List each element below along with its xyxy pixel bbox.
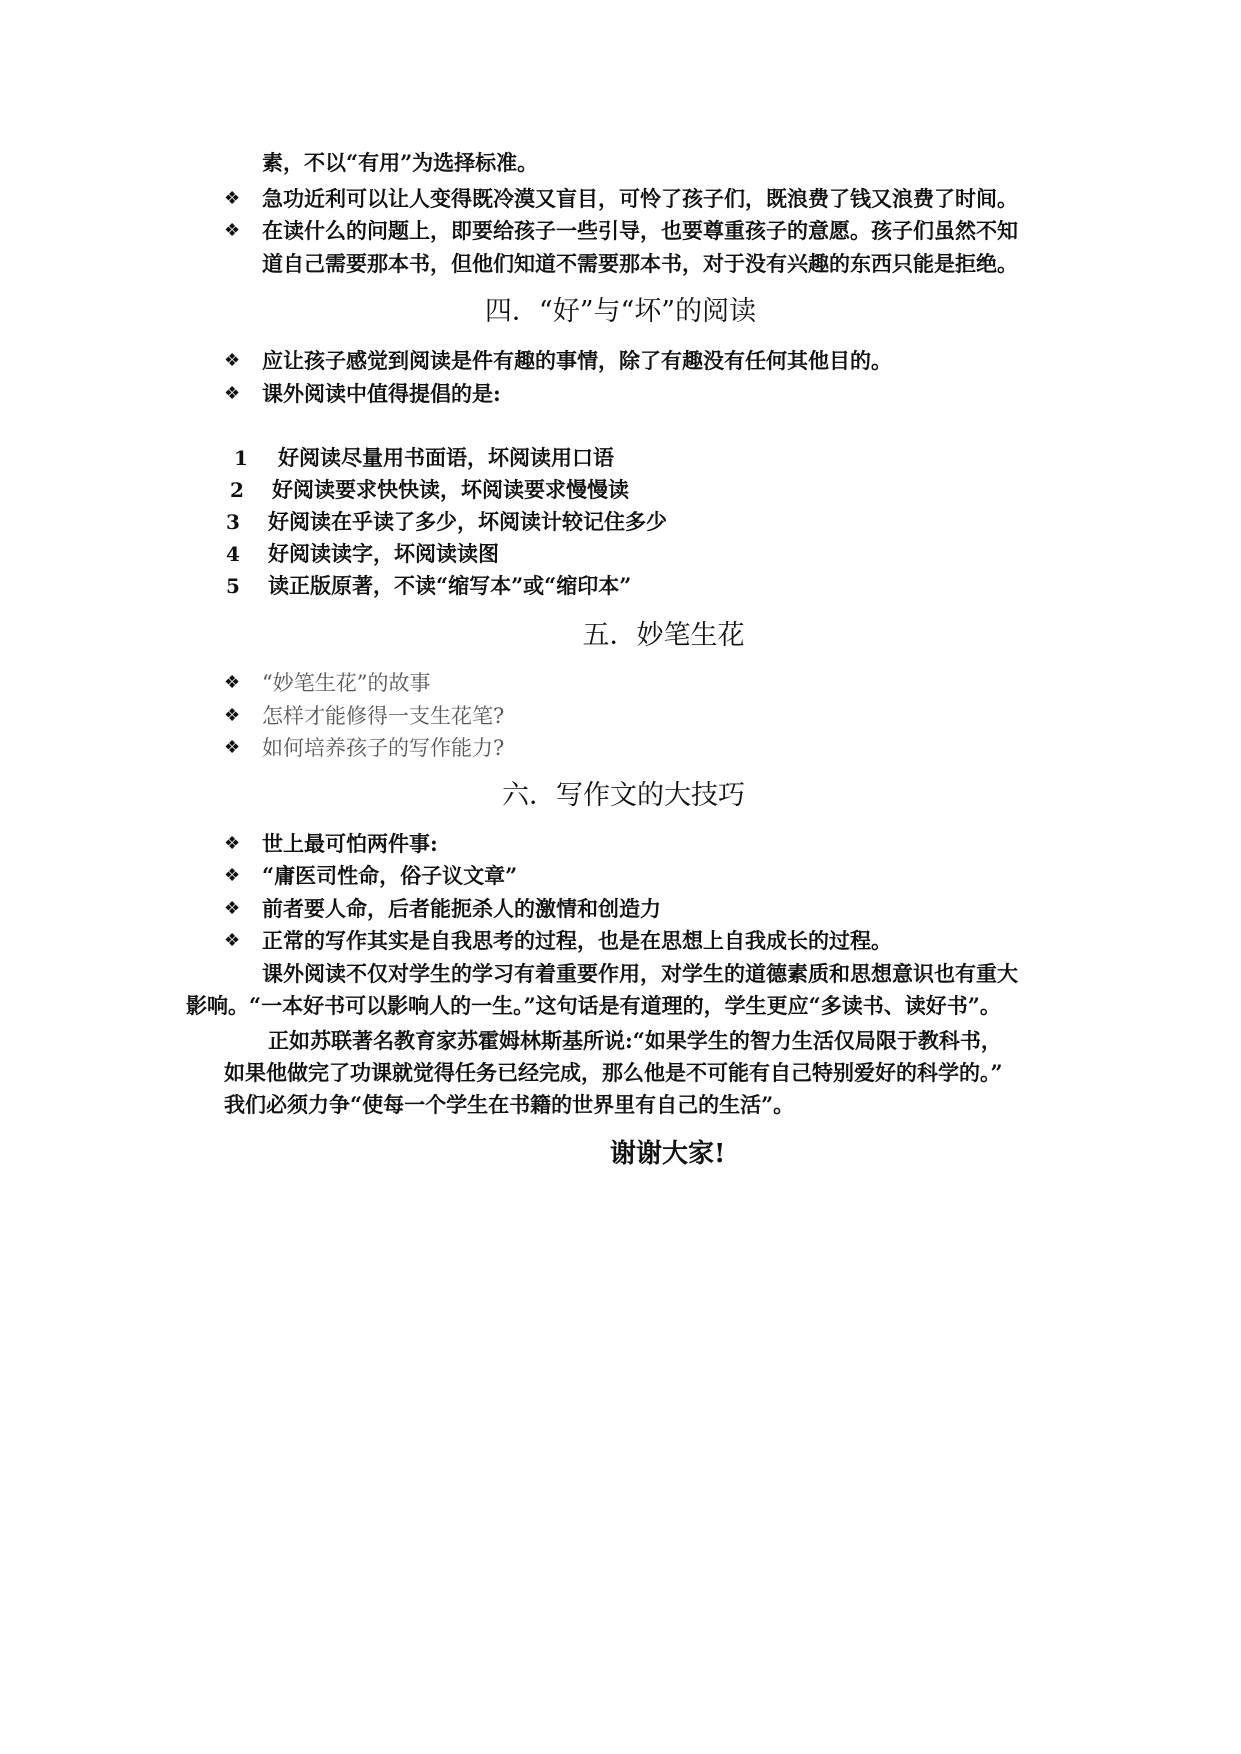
bullet-text: 如何培养孩子的写作能力?	[262, 736, 505, 760]
list-item: 读正版原著，不读“缩写本”或“缩印本”	[268, 573, 632, 598]
bullet-text: 急功近利可以让人变得既冷漠又盲目，可怜了孩子们，既浪费了钱又浪费了时间。	[262, 186, 1018, 211]
bullet-icon: ❖	[224, 898, 241, 919]
bullet-text: 课外阅读中值得提倡的是:	[262, 381, 501, 406]
list-item: 好阅读尽量用书面语，坏阅读用口语	[278, 445, 614, 470]
list-number: 4	[226, 542, 240, 566]
bullet-icon: ❖	[224, 705, 241, 726]
list-number: 5	[226, 574, 240, 598]
bullet-text-continued: 道自己需要那本书，但他们知道不需要那本书，对于没有兴趣的东西只能是拒绝。	[262, 251, 1018, 276]
section-heading: 六．写作文的大技巧	[502, 780, 745, 811]
paragraph-line: 我们必须力争“使每一个学生在书籍的世界里有自己的生活”。	[224, 1092, 795, 1117]
bullet-icon: ❖	[224, 350, 241, 371]
paragraph-line: 影响。“一本好书可以影响人的一生。”这句话是有道理的，学生更应“多读书、读好书”。	[186, 993, 1001, 1018]
list-number: 3	[226, 510, 240, 534]
bullet-icon: ❖	[224, 865, 241, 886]
bullet-text: 世上最可怕两件事:	[262, 831, 438, 856]
paragraph-line: 正如苏联著名教育家苏霍姆林斯基所说:“如果学生的智力生活仅局限于教科书，	[268, 1028, 1002, 1053]
paragraph-line: 如果他做完了功课就觉得任务已经完成，那么他是不可能有自己特别爱好的科学的。”	[224, 1060, 1003, 1085]
section-heading: 四．“好”与“坏”的阅读	[484, 296, 757, 327]
list-item: 好阅读读字，坏阅读读图	[268, 541, 499, 566]
bullet-text: 在读什么的问题上，即要给孩子一些引导，也要尊重孩子的意愿。孩子们虽然不知	[262, 218, 1018, 243]
list-item: 好阅读在乎读了多少，坏阅读计较记住多少	[268, 509, 667, 534]
bullet-text: 前者要人命，后者能扼杀人的激情和创造力	[262, 896, 661, 921]
bullet-text: 应让孩子感觉到阅读是件有趣的事情，除了有趣没有任何其他目的。	[262, 348, 892, 373]
closing-text: 谢谢大家!	[610, 1139, 726, 1169]
bullet-icon: ❖	[224, 930, 241, 951]
section-heading: 五．妙笔生花	[582, 620, 745, 651]
paragraph-line: 课外阅读不仅对学生的学习有着重要作用，对学生的道德素质和思想意识也有重大	[262, 961, 1018, 986]
list-item: 好阅读要求快快读，坏阅读要求慢慢读	[272, 477, 629, 502]
bullet-text: “庸医司性命，俗子议文章”	[262, 863, 518, 888]
bullet-text: “妙笔生花”的故事	[262, 671, 431, 695]
bullet-icon: ❖	[224, 383, 241, 404]
bullet-text: 正常的写作其实是自我思考的过程，也是在思想上自我成长的过程。	[262, 928, 892, 953]
bullet-text: 怎样才能修得一支生花笔?	[262, 704, 505, 728]
bullet-icon: ❖	[224, 672, 241, 693]
bullet-icon: ❖	[224, 833, 241, 854]
list-number: 2	[230, 478, 244, 502]
bullet-icon: ❖	[224, 737, 241, 758]
continuation-line: 素，不以“有用”为选择标准。	[262, 150, 539, 175]
list-number: 1	[234, 446, 248, 470]
bullet-icon: ❖	[224, 220, 241, 241]
bullet-icon: ❖	[224, 188, 241, 209]
